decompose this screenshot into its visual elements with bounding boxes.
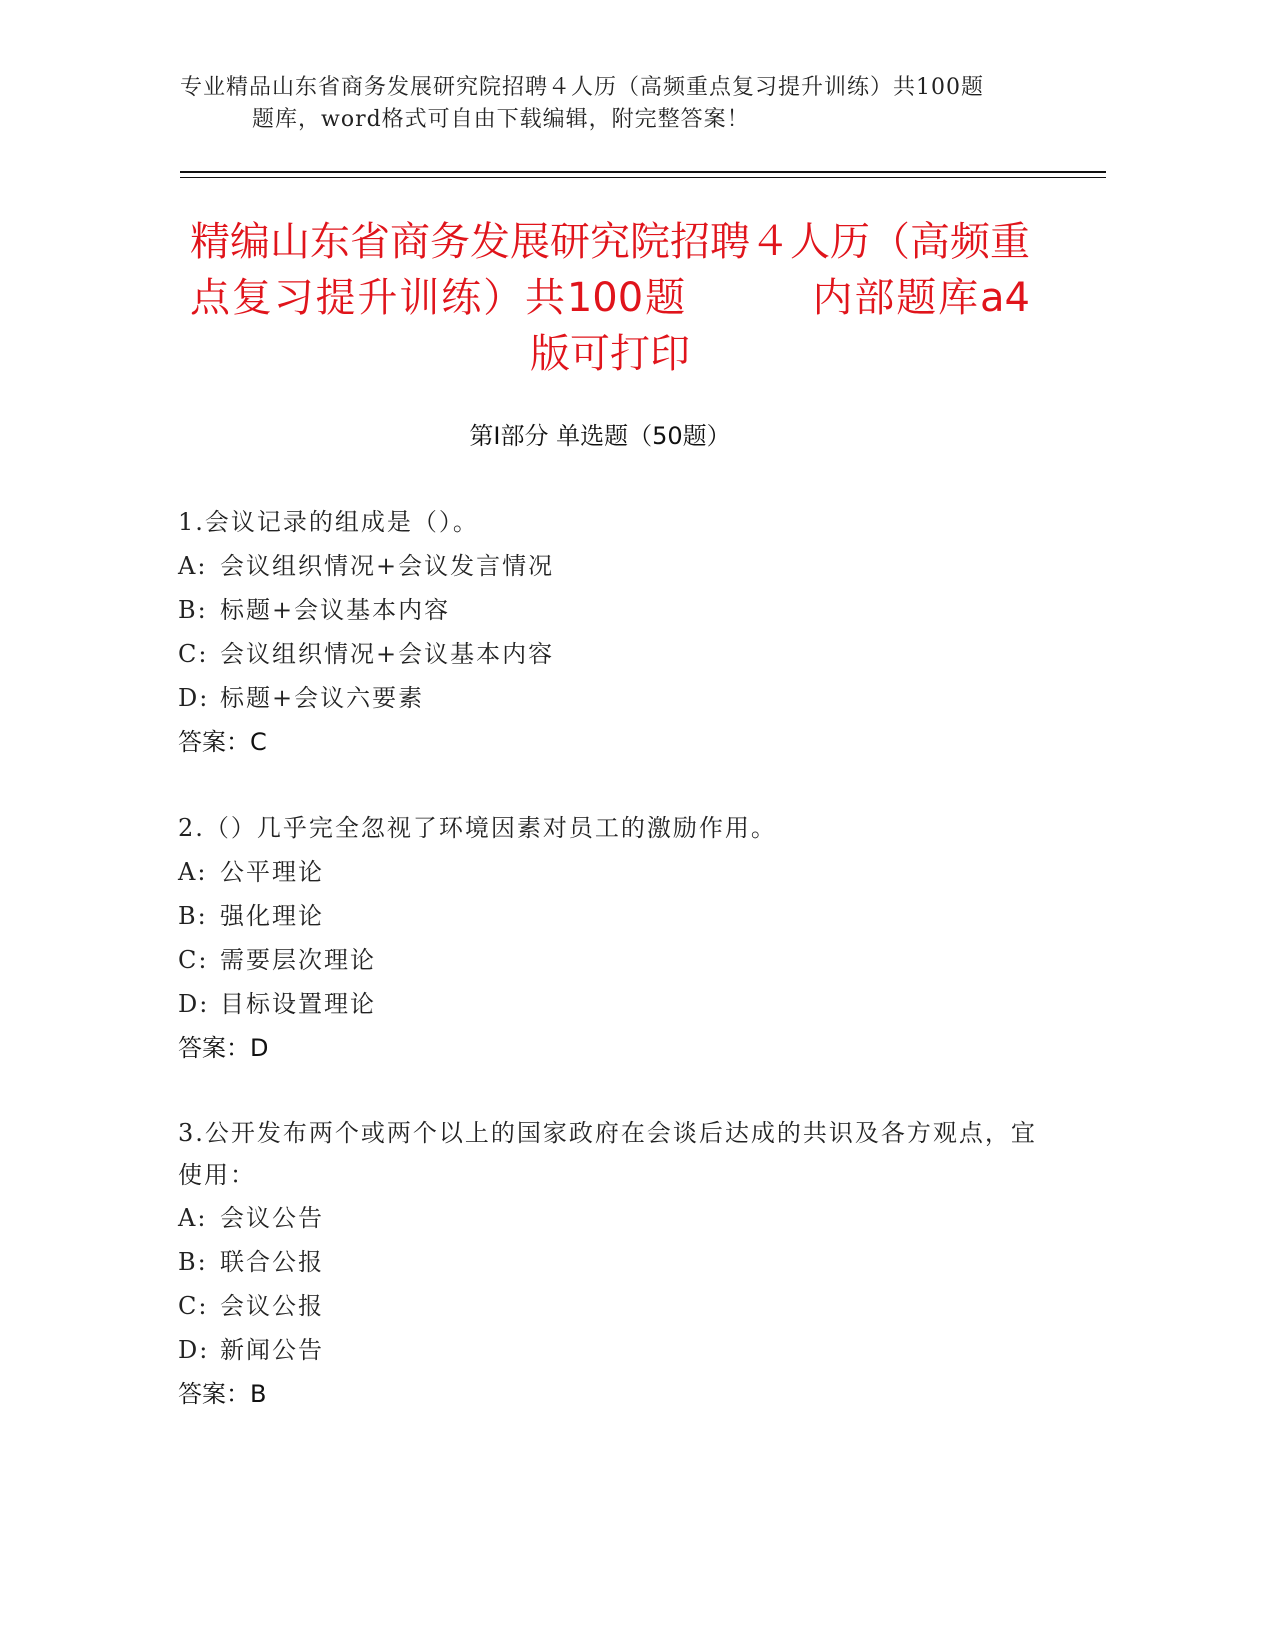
option-a (178, 1196, 1058, 1240)
header-note-line2: 题库，word格式可自由下载编辑，附完整答案！ (252, 107, 750, 132)
option-text: 标题+会议六要素 (220, 684, 425, 712)
option-letter: B: (178, 596, 208, 624)
option-text: 需要层次理论 (220, 946, 376, 974)
option-letter: A: (178, 858, 208, 886)
option-text: 会议组织情况+会议发言情况 (220, 552, 555, 580)
header-divider-thin (180, 177, 1106, 178)
option-a (178, 850, 1058, 894)
option-letter: C: (178, 1292, 209, 1320)
answer-line: 答案：B (178, 1380, 267, 1408)
answer-line: 答案：C (178, 728, 267, 756)
option-text: 联合公报 (220, 1248, 324, 1276)
option-letter: D: (178, 1336, 210, 1364)
option-c (178, 632, 1058, 676)
option-text: 会议公告 (220, 1204, 324, 1232)
header-note (180, 72, 1040, 136)
option-text: 公平理论 (220, 858, 324, 886)
option-a (178, 544, 1058, 588)
section-title: 第Ⅰ部分 单选题（50题） (469, 422, 731, 450)
option-text: 标题+会议基本内容 (220, 596, 451, 624)
option-d (178, 676, 1058, 720)
option-letter: A: (178, 1204, 208, 1232)
question-stem: 3.公开发布两个或两个以上的国家政府在会谈后达成的共识及各方观点，宜使用： (178, 1119, 1037, 1189)
option-b (178, 1240, 1058, 1284)
header-divider-thick (180, 171, 1106, 173)
option-letter: C: (178, 640, 209, 668)
option-letter: C: (178, 946, 209, 974)
option-text: 强化理论 (220, 902, 324, 930)
option-d (178, 982, 1058, 1026)
question-list (178, 500, 1058, 1458)
question-1 (178, 500, 1058, 764)
question-2 (178, 806, 1058, 1070)
option-letter: D: (178, 990, 210, 1018)
option-b (178, 894, 1058, 938)
option-letter: D: (178, 684, 210, 712)
option-letter: B: (178, 902, 208, 930)
option-text: 新闻公告 (220, 1336, 324, 1364)
header-note-line1: 专业精品山东省商务发展研究院招聘４人历（高频重点复习提升训练）共100题 (180, 75, 984, 100)
document-title: 精编山东省商务发展研究院招聘４人历（高频重点复习提升训练）共100题 内部题库a4版可打印 (190, 219, 1030, 377)
option-text: 目标设置理论 (220, 990, 376, 1018)
question-3 (178, 1112, 1058, 1416)
option-d (178, 1328, 1058, 1372)
option-letter: B: (178, 1248, 208, 1276)
option-b (178, 588, 1058, 632)
answer-line: 答案：D (178, 1034, 269, 1062)
option-c (178, 938, 1058, 982)
option-text: 会议公报 (220, 1292, 324, 1320)
question-stem: 2.（）几乎完全忽视了环境因素对员工的激励作用。 (178, 814, 777, 842)
option-letter: A: (178, 552, 208, 580)
option-text: 会议组织情况+会议基本内容 (220, 640, 555, 668)
question-stem: 1.会议记录的组成是（）。 (178, 508, 479, 536)
option-c (178, 1284, 1058, 1328)
